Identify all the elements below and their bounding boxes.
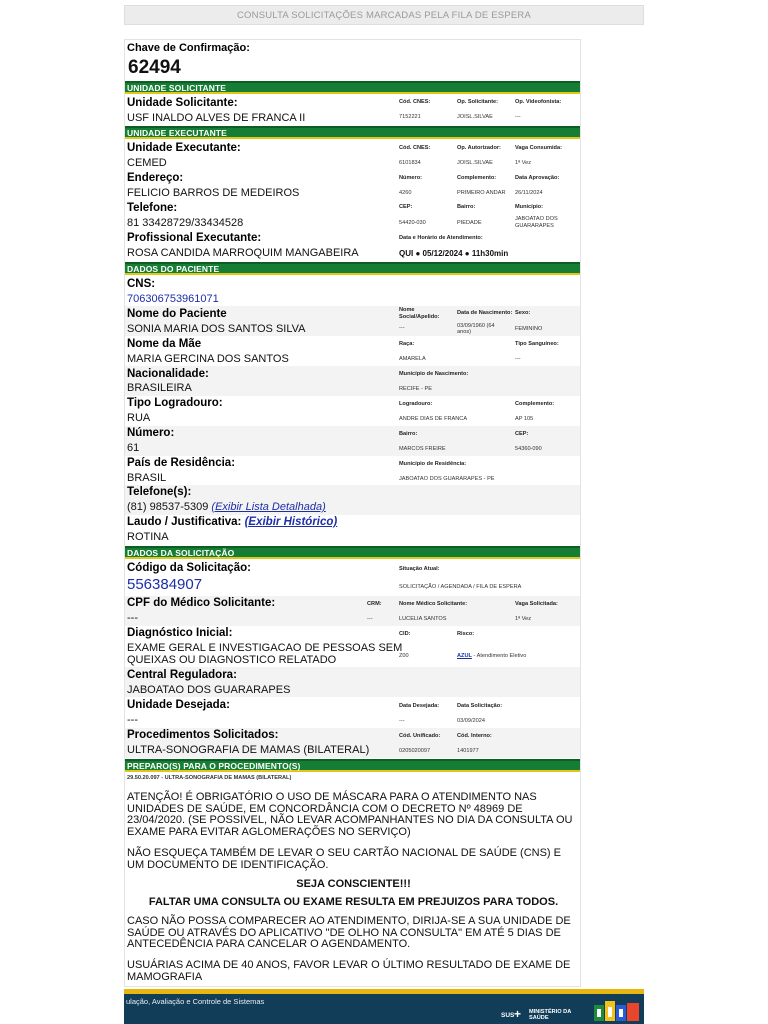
paciente-municipio-residencia-value: JABOATAO DOS GUARARAPES - PE xyxy=(399,476,495,482)
risco-azul: AZUL xyxy=(457,653,472,659)
executante-cnes-value: 6101834 xyxy=(399,160,421,166)
executante-op-label: Op. Autorizador: xyxy=(457,145,501,151)
solicitacao-situacao-label: Situação Atual: xyxy=(399,566,440,572)
paciente-pais-label: País de Residência: xyxy=(127,457,236,469)
executante-telefone-label: Telefone: xyxy=(127,202,178,214)
solicitacao-cid-value: Z00 xyxy=(399,653,409,659)
section-band-paciente xyxy=(125,262,581,275)
executante-municipio-label: Município: xyxy=(515,204,543,210)
section-band-solicitante xyxy=(125,81,581,94)
solicitante-cnes-value: 7152221 xyxy=(399,114,421,120)
executante-aprovacao-value: 26/11/2024 xyxy=(515,190,543,196)
paciente-tipo-logradouro-value: RUA xyxy=(127,412,151,424)
section-band-executante xyxy=(125,126,581,139)
section-title: DADOS DA SOLICITAÇÃO xyxy=(127,548,235,558)
solicitacao-risco-value xyxy=(457,653,526,659)
paciente-telefone-line xyxy=(127,501,326,513)
executante-profissional-label: Profissional Executante: xyxy=(127,232,262,244)
paciente-social-label-2: Social/Apelido: xyxy=(399,314,440,320)
paciente-laudo-value: ROTINA xyxy=(127,531,169,543)
paciente-municipio-nascimento-label: Município de Nascimento: xyxy=(399,371,469,377)
paciente-sangue-label: Tipo Sanguíneo: xyxy=(515,341,559,347)
executante-data-horario-value: QUI ● 05/12/2024 ● 11h30min xyxy=(399,249,509,258)
executante-cep-value: 54420-030 xyxy=(399,220,426,226)
executante-cep-label: CEP: xyxy=(399,204,413,210)
solicitacao-data-desejada-label: Data Desejada: xyxy=(399,703,440,709)
solicitacao-diagnostico-value-2: QUEIXAS OU DIAGNOSTICO RELATADO xyxy=(127,654,337,666)
paciente-complemento-label: Complemento: xyxy=(515,401,555,407)
exibir-historico-link[interactable]: (Exibir Histórico) xyxy=(244,516,338,528)
solicitacao-vaga-label: Vaga Solicitada: xyxy=(515,601,558,607)
solicitacao-cod-unificado-label: Cód. Unificado: xyxy=(399,733,441,739)
exibir-lista-detalhada-link[interactable]: (Exibir Lista Detalhada) xyxy=(211,501,326,513)
paciente-social-label-1: Nome xyxy=(399,307,415,313)
preparo-cancelamento: CASO NÃO POSSA COMPARECER AO ATENDIMENTO, DIRIJA-SE A SUA UNIDADE DE SAÚDE OU ATRAVÉS DO APLICATIVO "DE OLHO NA CONSULTA" EM ATÉ 5 DIAS DE ANTECEDÊNCIA PARA CANCELAR O AGENDAMENTO. xyxy=(127,915,571,950)
solicitacao-cpf-label: CPF do Médico Solicitante: xyxy=(127,597,276,609)
paciente-sangue-value: --- xyxy=(515,356,521,362)
section-title: DADOS DO PACIENTE xyxy=(127,264,220,274)
paciente-telefone-label: Telefone(s): xyxy=(127,486,192,498)
solicitacao-procedimentos-label: Procedimentos Solicitados: xyxy=(127,729,279,741)
section-title: UNIDADE SOLICITANTE xyxy=(127,83,227,93)
confirmation-label: Chave de Confirmação: xyxy=(127,42,250,54)
ministerio-line-2: SAÚDE xyxy=(529,1015,549,1021)
executante-numero-value: 4260 xyxy=(399,190,412,196)
solicitacao-cpf-value: --- xyxy=(127,612,138,624)
solicitacao-crm-value: --- xyxy=(367,616,373,622)
paciente-nascimento-value-2: anos) xyxy=(457,329,471,335)
confirmation-code: 62494 xyxy=(128,57,181,78)
solicitacao-data-solicitacao-label: Data Solicitação: xyxy=(457,703,503,709)
executante-endereco-value: FELICIO BARROS DE MEDEIROS xyxy=(127,187,300,199)
paciente-cep-value: 54360-090 xyxy=(515,446,542,452)
executante-municipio-value-2: GUARARAPES xyxy=(515,223,554,229)
paciente-bairro-label: Bairro: xyxy=(399,431,418,437)
paciente-sexo-value: FEMININO xyxy=(515,326,543,332)
preparo-faltar-consulta: FALTAR UMA CONSULTA OU EXAME RESULTA EM PREJUIZOS PARA TODOS. xyxy=(148,896,559,908)
solicitacao-cid-label: CID: xyxy=(399,631,411,637)
executante-vaga-label: Vaga Consumida: xyxy=(515,145,562,151)
paciente-nascimento-label: Data de Nascimento: xyxy=(457,310,513,316)
solicitacao-central-value: JABOATAO DOS GUARARAPES xyxy=(127,684,291,696)
executante-aprovacao-label: Data Aprovação: xyxy=(515,175,560,181)
executante-complemento-label: Complemento: xyxy=(457,175,497,181)
solicitante-cnes-label: Cód. CNES: xyxy=(399,99,431,105)
executante-bairro-label: Bairro: xyxy=(457,204,476,210)
executante-profissional-value: ROSA CANDIDA MARROQUIM MANGABEIRA xyxy=(127,247,359,259)
paciente-nacionalidade-label: Nacionalidade: xyxy=(127,368,209,380)
footer-text: ulação, Avaliação e Controle de Sistemas xyxy=(126,997,265,1006)
solicitante-video-label: Op. Videofonista: xyxy=(515,99,562,105)
governo-federal-logo xyxy=(594,999,640,1021)
solicitacao-cod-interno-label: Cód. Interno: xyxy=(457,733,492,739)
page-title: CONSULTA SOLICITAÇÕES MARCADAS PELA FILA DE ESPERA xyxy=(236,10,532,21)
executante-telefone-value: 81 33428729/33434528 xyxy=(127,217,244,229)
footer-bar xyxy=(124,989,644,1024)
preparo-aviso-mascara: ATENÇÃO! É OBRIGATÓRIO O USO DE MÁSCARA PARA O ATENDIMENTO NAS UNIDADES DE SAÚDE, EM CONCORDÂNCIA COM O DECRETO Nº 48969 DE 23/04/2020. (SE POSSIVEL, NÃO LEVAR ACOMPANHANTES NO DIA DA CONSULTA OU EXAME PARA EVITAR AGLOMERAÇÕES NO SERVIÇO) xyxy=(127,791,573,838)
executante-municipio-value-1: JABOATAO DOS xyxy=(515,216,558,222)
paciente-nome-value: SONIA MARIA DOS SANTOS SILVA xyxy=(127,323,306,335)
executante-vaga-value: 1ª Vez xyxy=(515,160,532,166)
ministerio-line-1: MINISTÉRIO DA xyxy=(529,1009,572,1015)
section-title: UNIDADE EXECUTANTE xyxy=(127,128,227,138)
paciente-nome-label: Nome do Paciente xyxy=(127,308,227,320)
paciente-cns-label: CNS: xyxy=(127,278,156,290)
solicitacao-crm-label: CRM: xyxy=(367,601,382,607)
section-band-solicitacao xyxy=(125,546,581,559)
solicitacao-vaga-value: 1ª Vez xyxy=(515,616,532,622)
solicitacao-codigo-value: 556384907 xyxy=(127,576,203,593)
preparo-seja-consciente: SEJA CONSCIENTE!!! xyxy=(296,878,411,890)
solicitacao-data-solicitacao-value: 03/09/2024 xyxy=(457,718,485,724)
paciente-municipio-nascimento-value: RECIFE - PE xyxy=(399,386,432,392)
executante-unit-value: CEMED xyxy=(127,157,167,169)
solicitacao-situacao-value: SOLICITAÇÃO / AGENDADA / FILA DE ESPERA xyxy=(399,584,522,590)
executante-endereco-label: Endereço: xyxy=(127,172,184,184)
appointment-document xyxy=(124,39,581,987)
preparo-mamografia: USUÁRIAS ACIMA DE 40 ANOS, FAVOR LEVAR O ÚLTIMO RESULTADO DE EXAME DE MAMOGRAFIA xyxy=(127,959,571,983)
sus-plus-icon: + xyxy=(514,1007,522,1021)
solicitacao-codigo-label: Código da Solicitação: xyxy=(127,562,251,574)
paciente-complemento-value: AP 105 xyxy=(515,416,534,422)
solicitante-unit-label: Unidade Solicitante: xyxy=(127,97,238,109)
sus-logo-text: SUS xyxy=(501,1012,515,1019)
executante-op-value: JOISL.SILVAE xyxy=(457,160,493,166)
paciente-raca-label: Raça: xyxy=(399,341,415,347)
executante-cnes-label: Cód. CNES: xyxy=(399,145,431,151)
solicitante-op-label: Op. Solicitante: xyxy=(457,99,499,105)
executante-unit-label: Unidade Executante: xyxy=(127,142,241,154)
solicitacao-central-label: Central Reguladora: xyxy=(127,669,237,681)
paciente-bairro-value: MARCOS FREIRE xyxy=(399,446,446,452)
paciente-sexo-label: Sexo: xyxy=(515,310,531,316)
risco-desc: - Atendimento Eletivo xyxy=(473,653,527,659)
executante-complemento-value: PRIMEIRO ANDAR xyxy=(457,190,506,196)
executante-bairro-value: PIEDADE xyxy=(457,220,482,226)
paciente-laudo-line xyxy=(127,516,337,528)
paciente-nacionalidade-value: BRASILEIRA xyxy=(127,382,192,394)
solicitacao-cod-interno-value: 1401977 xyxy=(457,748,479,754)
paciente-logradouro-label: Logradouro: xyxy=(399,401,433,407)
solicitante-op-value: JOISL.SILVAE xyxy=(457,114,493,120)
paciente-logradouro-value: ANDRE DIAS DE FRANCA xyxy=(399,416,468,422)
page-title-bar xyxy=(124,5,644,25)
paciente-cep-label: CEP: xyxy=(515,431,529,437)
paciente-nascimento-value-1: 03/09/1960 (64 xyxy=(457,323,495,329)
solicitacao-unidade-desejada-label: Unidade Desejada: xyxy=(127,699,230,711)
solicitacao-diagnostico-label: Diagnóstico Inicial: xyxy=(127,627,233,639)
paciente-mae-value: MARIA GERCINA DOS SANTOS xyxy=(127,353,289,365)
paciente-social-value: --- xyxy=(399,325,405,331)
solicitacao-cod-unificado-value: 0205020097 xyxy=(399,748,431,754)
executante-numero-label: Número: xyxy=(399,175,422,181)
paciente-raca-value: AMARELA xyxy=(399,356,426,362)
solicitante-unit-value: USF INALDO ALVES DE FRANCA II xyxy=(127,112,306,124)
paciente-pais-value: BRASIL xyxy=(127,472,167,484)
solicitacao-unidade-desejada-value: --- xyxy=(127,714,138,726)
section-title: PREPARO(S) PARA O PROCEDIMENTO(S) xyxy=(127,761,301,771)
paciente-numero-label: Número: xyxy=(127,427,175,439)
executante-data-horario-label: Data e Horário de Atendimento: xyxy=(399,235,483,241)
solicitacao-medico-value: LUCELIA SANTOS xyxy=(399,616,447,622)
paciente-cns-value: 706306753961071 xyxy=(127,293,219,305)
solicitacao-diagnostico-value-1: EXAME GERAL E INVESTIGACAO DE PESSOAS SEM xyxy=(127,642,403,654)
paciente-telefone-value: (81) 98537-5309 xyxy=(127,501,209,513)
paciente-municipio-residencia-label: Município de Residência: xyxy=(399,461,467,467)
paciente-tipo-logradouro-label: Tipo Logradouro: xyxy=(127,397,223,409)
ministerio-logo xyxy=(529,1009,571,1021)
section-band-preparo xyxy=(125,759,581,772)
paciente-mae-label: Nome da Mãe xyxy=(127,338,202,350)
paciente-numero-value: 61 xyxy=(127,442,140,454)
preparo-aviso-cns: NÃO ESQUEÇA TAMBÉM DE LEVAR O SEU CARTÃO NACIONAL DE SAÚDE (CNS) E UM DOCUMENTO DE IDENTIFICAÇÃO. xyxy=(127,847,561,871)
solicitacao-data-desejada-value: --- xyxy=(399,718,405,724)
solicitacao-risco-label: Risco: xyxy=(457,631,475,637)
preparo-procedimento: 29.50.20.097 - ULTRA-SONOGRAFIA DE MAMAS (BILATERAL) xyxy=(127,775,292,781)
solicitacao-procedimentos-value: ULTRA-SONOGRAFIA DE MAMAS (BILATERAL) xyxy=(127,744,370,756)
row-background xyxy=(125,426,581,456)
solicitacao-medico-label: Nome Médico Solicitante: xyxy=(399,601,468,607)
solicitante-video-value: --- xyxy=(515,114,521,120)
footer-stripe xyxy=(124,989,644,994)
paciente-laudo-label: Laudo / Justificativa: xyxy=(127,516,242,528)
